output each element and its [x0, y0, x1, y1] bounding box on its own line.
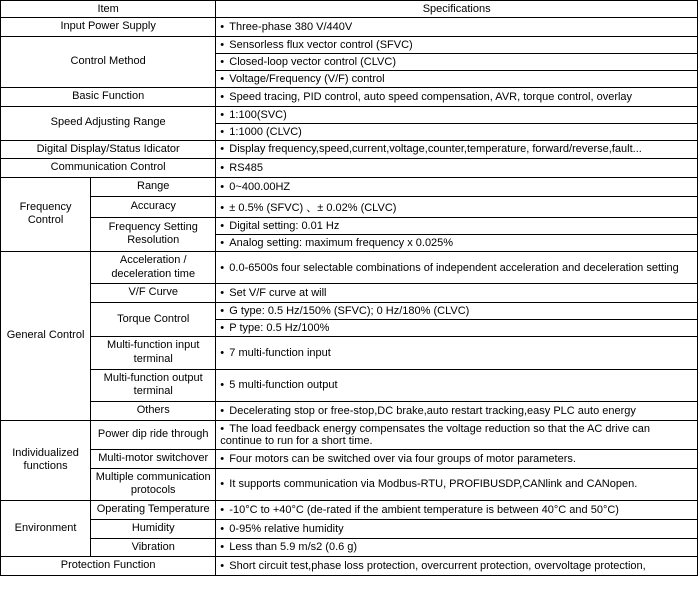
specification-cell	[216, 337, 698, 370]
specification-text: ± 0.5% (SFVC) 、± 0.02% (CLVC)	[229, 201, 397, 214]
bullet-icon: •	[220, 422, 225, 435]
category-cell	[1, 140, 216, 159]
category-label: Individualized functions	[12, 446, 79, 473]
bullet-icon: •	[220, 305, 225, 317]
specification-text: 0.0-6500s four selectable combinations of independent acceleration and deceleration setting	[229, 261, 679, 274]
category-label: General Control	[6, 328, 85, 341]
category-cell	[1, 87, 216, 106]
category-label: Environment	[14, 521, 77, 534]
specification-cell	[216, 284, 698, 303]
bullet-icon: •	[220, 560, 225, 573]
specification-cell	[216, 519, 698, 538]
category-label: Control Method	[70, 54, 146, 67]
specification-cell	[216, 87, 698, 106]
specification-cell	[216, 420, 698, 449]
table-row	[1, 369, 698, 402]
category-label: Protection Function	[60, 559, 156, 572]
specification-cell	[216, 217, 698, 234]
subcategory-cell	[91, 449, 216, 468]
table-row	[1, 284, 698, 303]
specification-text: 0-95% relative humidity	[229, 522, 344, 535]
specification-text: Digital setting: 0.01 Hz	[229, 219, 340, 232]
specification-cell	[216, 159, 698, 178]
specification-cell	[216, 501, 698, 520]
specification-cell	[216, 123, 698, 140]
specification-text: 1:100(SVC)	[229, 108, 287, 121]
specification-cell	[216, 303, 698, 320]
specification-text: The load feedback energy compensates the voltage reduction so that the AC drive can continue to run for a short time.	[220, 422, 651, 447]
bullet-icon: •	[220, 125, 225, 138]
bullet-icon: •	[220, 287, 225, 300]
specification-text: Set V/F curve at will	[229, 287, 327, 300]
subcategory-cell	[91, 519, 216, 538]
specification-cell	[216, 70, 698, 87]
subcategory-label: Power dip ride through	[97, 427, 209, 440]
table-row	[1, 449, 698, 468]
subcategory-cell	[91, 196, 216, 217]
category-cell	[1, 420, 91, 500]
subcategory-label: Humidity	[131, 521, 175, 534]
category-cell	[1, 159, 216, 178]
category-cell	[1, 178, 91, 252]
bullet-icon: •	[220, 55, 225, 68]
table-header	[1, 1, 698, 18]
table-row	[1, 251, 698, 284]
category-cell	[1, 106, 216, 140]
subcategory-label: Operating Temperature	[96, 503, 210, 515]
table-row	[1, 217, 698, 234]
specification-cell	[216, 320, 698, 337]
specification-cell	[216, 449, 698, 468]
specification-cell	[216, 140, 698, 159]
table-row	[1, 468, 698, 501]
specification-cell	[216, 36, 698, 53]
category-label: Communication Control	[50, 161, 166, 174]
specification-text: Less than 5.9 m/s2 (0.6 g)	[229, 541, 358, 554]
bullet-icon: •	[220, 261, 225, 274]
table-row	[1, 178, 698, 197]
subcategory-cell	[91, 251, 216, 284]
bullet-icon: •	[220, 90, 225, 103]
specification-text: Short circuit test,phase loss protection, overcurrent protection, overvoltage protection,	[229, 560, 646, 573]
category-label: Frequency Control	[19, 200, 72, 227]
subcategory-cell	[91, 284, 216, 303]
specification-cell	[216, 178, 698, 197]
subcategory-cell	[91, 303, 216, 337]
specification-text: Voltage/Frequency (V/F) control	[229, 72, 385, 85]
category-label: Input Power Supply	[60, 20, 156, 32]
specification-cell	[216, 106, 698, 123]
table-row	[1, 501, 698, 520]
bullet-icon: •	[220, 503, 225, 516]
bullet-icon: •	[220, 143, 225, 156]
subcategory-label: Accuracy	[130, 199, 176, 212]
category-cell	[1, 36, 216, 87]
subcategory-cell	[91, 337, 216, 370]
subcategory-cell	[91, 217, 216, 251]
bullet-icon: •	[220, 180, 225, 193]
subcategory-label: Multi-motor switchover	[98, 451, 209, 464]
specification-text: Closed-loop vector control (CLVC)	[229, 55, 396, 68]
table-row	[1, 557, 698, 576]
subcategory-label: V/F Curve	[128, 286, 178, 299]
table-body	[1, 18, 698, 576]
specification-text: Speed tracing, PID control, auto speed compensation, AVR, torque control, overlay	[229, 90, 633, 103]
table-row	[1, 159, 698, 178]
subcategory-cell	[91, 369, 216, 402]
category-label: Digital Display/Status Idicator	[36, 142, 180, 155]
bullet-icon: •	[220, 541, 225, 554]
category-cell	[1, 501, 91, 557]
table-row	[1, 196, 698, 217]
bullet-icon: •	[220, 478, 225, 491]
specification-cell	[216, 251, 698, 284]
bullet-icon: •	[220, 108, 225, 121]
bullet-icon: •	[220, 20, 225, 33]
subcategory-cell	[91, 501, 216, 520]
specification-text: P type: 0.5 Hz/100%	[229, 322, 330, 334]
bullet-icon: •	[220, 201, 225, 214]
specification-cell	[216, 402, 698, 421]
subcategory-cell	[91, 178, 216, 197]
specification-text: 7 multi-function input	[229, 346, 331, 359]
bullet-icon: •	[220, 346, 225, 359]
specification-text: Decelerating stop or free-stop,DC brake,auto restart tracking,easy PLC auto energy	[229, 404, 636, 417]
subcategory-cell	[91, 420, 216, 449]
table-row	[1, 18, 698, 37]
table-row	[1, 402, 698, 421]
subcategory-label: Multiple communication protocols	[95, 470, 211, 497]
specification-cell	[216, 369, 698, 402]
bullet-icon: •	[220, 38, 225, 51]
specification-cell	[216, 557, 698, 576]
subcategory-cell	[91, 538, 216, 557]
subcategory-cell	[91, 402, 216, 421]
bullet-icon: •	[220, 72, 225, 85]
specification-text: Analog setting: maximum frequency x 0.025%	[229, 236, 454, 249]
bullet-icon: •	[220, 219, 225, 232]
specification-cell	[216, 538, 698, 557]
table-row	[1, 87, 698, 106]
subcategory-label: Others	[136, 404, 170, 416]
specification-text: -10°C to +40°C (de-rated if the ambient temperature is between 40°C and 50°C)	[229, 503, 619, 516]
specification-text: RS485	[229, 162, 263, 175]
specification-cell	[216, 53, 698, 70]
table-row	[1, 519, 698, 538]
specification-text: Display frequency,speed,current,voltage,counter,temperature, forward/reverse,fault...	[229, 143, 642, 156]
bullet-icon: •	[220, 322, 225, 334]
subcategory-label: Multi-function input terminal	[107, 339, 200, 365]
subcategory-label: Frequency Setting Resolution	[108, 220, 198, 247]
category-cell	[1, 557, 216, 576]
category-cell	[1, 18, 216, 37]
category-label: Basic Function	[72, 89, 145, 102]
specification-text: It supports communication via Modbus-RTU, PROFIBUSDP,CANlink and CANopen.	[229, 478, 638, 491]
table-row	[1, 106, 698, 123]
table-row	[1, 538, 698, 557]
specification-text: 1:1000 (CLVC)	[229, 125, 302, 138]
specification-cell	[216, 18, 698, 37]
subcategory-label: Torque Control	[117, 312, 190, 325]
table-row	[1, 337, 698, 370]
bullet-icon: •	[220, 452, 225, 465]
table-row	[1, 36, 698, 53]
specification-text: Four motors can be switched over via four groups of motor parameters.	[229, 452, 576, 465]
specification-cell	[216, 196, 698, 217]
specification-cell	[216, 234, 698, 251]
bullet-icon: •	[220, 404, 225, 417]
bullet-icon: •	[220, 236, 225, 249]
specification-text: Sensorless flux vector control (SFVC)	[229, 38, 413, 51]
specification-text: G type: 0.5 Hz/150% (SFVC); 0 Hz/180% (CLVC)	[229, 305, 470, 317]
subcategory-label: Vibration	[131, 540, 175, 553]
table-header-row	[1, 1, 698, 18]
column-header-item: Item	[1, 1, 216, 18]
category-cell	[1, 251, 91, 420]
column-header-specifications: Specifications	[216, 1, 698, 18]
specification-text: 0~400.00HZ	[229, 180, 291, 193]
category-label: Speed Adjusting Range	[50, 116, 166, 129]
specification-cell	[216, 468, 698, 501]
bullet-icon: •	[220, 162, 225, 175]
subcategory-cell	[91, 468, 216, 501]
subcategory-label: Range	[137, 180, 170, 192]
specification-text: 5 multi-function output	[229, 379, 338, 392]
table-row	[1, 140, 698, 159]
subcategory-label: Acceleration / deceleration time	[111, 253, 196, 280]
specification-text: Three-phase 380 V/440V	[229, 20, 353, 33]
bullet-icon: •	[220, 522, 225, 535]
table-row	[1, 420, 698, 449]
subcategory-label: Multi-function output terminal	[103, 371, 203, 398]
table-row	[1, 303, 698, 320]
bullet-icon: •	[220, 379, 225, 392]
